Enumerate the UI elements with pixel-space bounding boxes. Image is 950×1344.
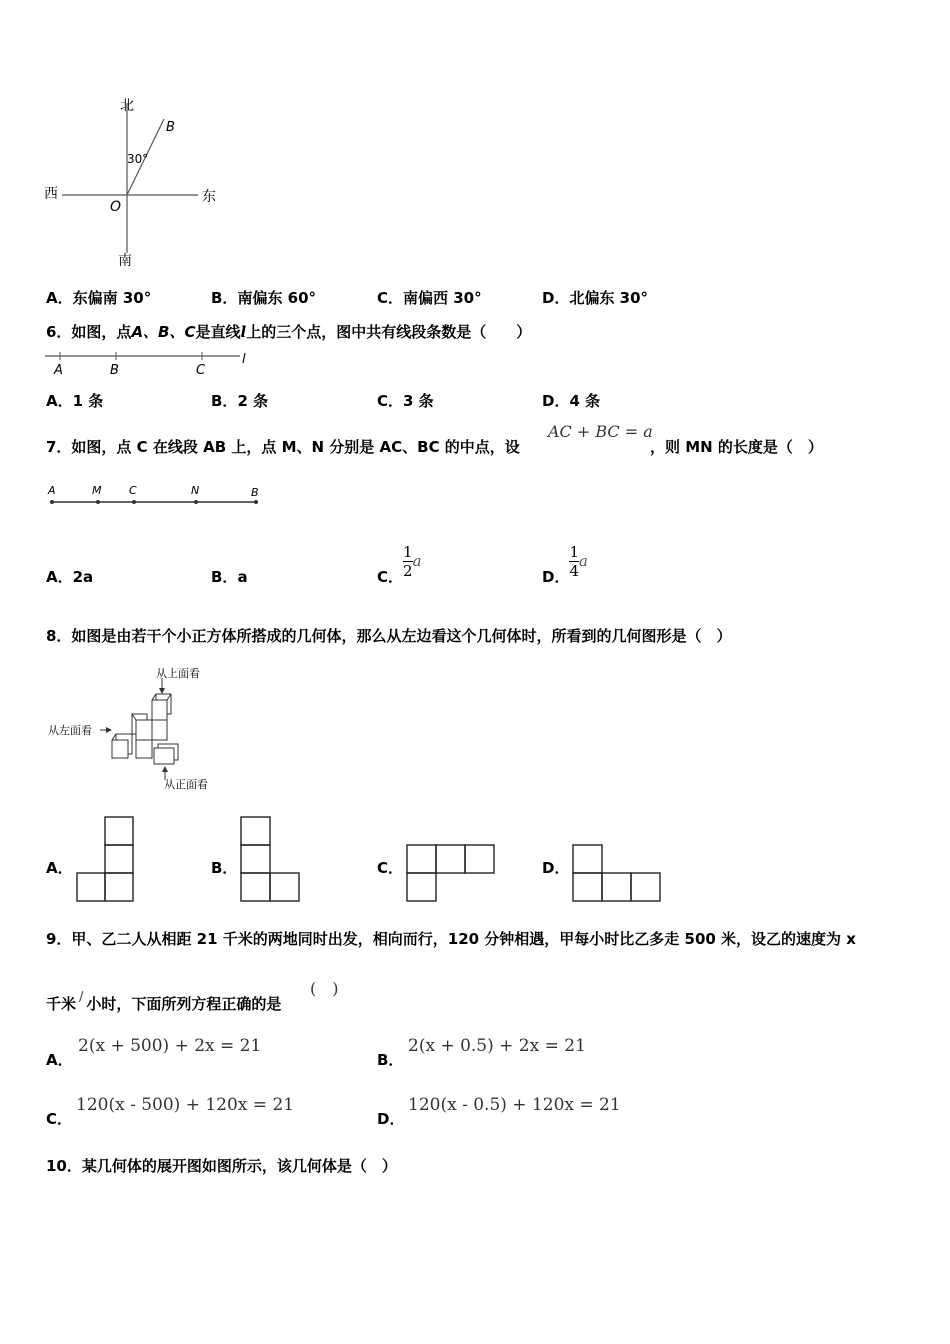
option-text: 东偏南 30° [72,289,152,307]
arrow-head [106,727,112,733]
north-label: 北 [120,98,134,114]
q7-option-a[interactable] [46,566,93,587]
option-letter: D． [542,568,570,586]
fraction-one-quarter [569,543,579,580]
cube-face [112,740,128,758]
q5-option-c[interactable] [377,287,482,308]
option-text: 1 条 [72,392,104,410]
point-c-label: C [196,363,206,376]
option-letter: B． [211,289,238,307]
q9-option-b-letter[interactable]: B． [377,1051,404,1069]
q6-option-d[interactable] [542,390,600,411]
q9-slash: / [79,990,84,1005]
q7-option-b[interactable] [211,566,248,587]
q9-option-b-equation[interactable]: 2(x + 0.5) + 2x = 21 [408,1036,586,1056]
q8-option-d-label[interactable]: D． [542,859,570,877]
option-text: 北偏东 30° [569,289,649,307]
numerator: 1 [569,543,579,561]
option-text: 3 条 [403,392,434,410]
option-letter: A． [46,568,73,586]
point-a [50,500,54,504]
west-label: 西 [44,186,58,202]
option-letter: C． [377,392,404,410]
q5-option-b[interactable] [211,287,316,308]
q8-option-b-figure[interactable] [240,816,302,904]
option-letter: A． [46,289,73,307]
fraction-one-half [403,543,413,580]
q9-option-c-letter[interactable]: C． [46,1110,73,1128]
option-letter: C． [377,568,404,586]
option-text: 2 条 [237,392,269,410]
q6-option-a[interactable] [46,390,103,411]
q9-option-d-letter[interactable]: D． [377,1110,405,1128]
point-c [132,500,136,504]
option-text: 南偏东 60° [237,289,317,307]
line-l-label: l [242,352,246,367]
cube-face [136,720,152,740]
origin-label: O [110,199,122,215]
q9-unit-km: 千米 [46,995,77,1013]
variable-a: a [579,552,588,570]
q7-option-c[interactable] [377,543,422,587]
cube-face [152,700,167,720]
q6-points: A、B、C [131,323,196,341]
q9-option-a-letter[interactable]: A． [46,1051,73,1069]
point-b-label: B [110,363,119,376]
compass-figure [40,95,230,275]
denominator: 4 [569,562,579,580]
option-text: 南偏西 30° [403,289,482,307]
top-view-label: 从上面看 [156,667,200,680]
q9-option-d-equation[interactable]: 120(x - 0.5) + 120x = 21 [408,1095,621,1115]
option-letter: B． [211,392,238,410]
option-text: a [237,568,248,586]
cube-edge [112,734,116,740]
q6-stem [46,321,531,342]
q8-stem: 8．如图是由若干个小正方体所搭成的几何体，那么从左边看这个几何体时，所看到的几何图形是（ ） [46,627,732,645]
q6-stem-mid: 是直线 [195,323,241,341]
q7-segment-figure [44,482,269,512]
option-letter: A． [46,392,73,410]
option-letter: C． [377,289,404,307]
numerator: 1 [403,543,413,561]
q5-option-a[interactable] [46,287,151,308]
point-a-label: A [54,363,63,376]
q8-option-c-label[interactable]: C． [377,859,404,877]
east-label: 东 [202,189,216,205]
option-letter: D． [542,392,570,410]
point-b-label: B [251,486,259,499]
q10-stem: 10．某几何体的展开图如图所示，该几何体是（ ） [46,1157,397,1175]
option-text: 4 条 [569,392,601,410]
q8-option-b-label[interactable]: B． [211,859,238,877]
q5-option-d[interactable] [542,287,648,308]
south-label: 南 [118,253,132,269]
arrow-head [159,688,165,694]
point-c-label: C [129,484,137,497]
arrow-head [162,766,168,772]
variable-a: a [412,552,422,570]
q9-option-a-equation[interactable]: 2(x + 500) + 2x = 21 [78,1036,262,1056]
q9-option-c-equation[interactable]: 120(x - 500) + 120x = 21 [76,1095,295,1115]
point-a-label: A [48,484,56,497]
q8-cube-stack-figure [44,664,224,794]
q9-stem-line1: 9．甲、乙二人从相距 21 千米的两地同时出发，相向而行，120 分钟相遇，甲每小时比乙多走 500 米，设乙的速度为 x [46,930,856,948]
point-m [96,500,100,504]
q7-stem: 7．如图，点 C 在线段 AB 上，点 M、N 分别是 AC、BC 的中点，设 [46,438,520,456]
left-view-label: 从左面看 [48,724,92,737]
q9-stem-line2 [46,990,281,1014]
point-n-label: N [191,484,200,497]
denominator: 2 [403,562,413,580]
q6-stem-prefix: 6．如图，点 [46,323,132,341]
option-letter: D． [542,289,570,307]
q6-stem-suffix: 上的三个点，图中共有线段条数是（ ） [246,323,532,341]
q9-answer-paren: ( ) [310,979,339,998]
q7-equation: AC + BC = a [548,422,653,441]
q6-line-name: l [240,323,247,341]
q8-option-c-figure[interactable] [406,844,498,904]
q8-option-a-label[interactable]: A． [46,859,73,877]
option-text: 2a [72,568,94,586]
q8-option-a-figure[interactable] [76,816,136,904]
point-b [254,500,258,504]
option-letter: B． [211,568,238,586]
front-view-label: 从正面看 [164,778,208,791]
cube-edge [152,694,156,700]
cube-face [152,720,167,740]
q7-option-d[interactable] [542,543,588,587]
q6-option-b[interactable] [211,390,268,411]
cube-face [136,740,152,758]
point-n [194,500,198,504]
angle-label: 30° [127,152,149,166]
q9-stem-line2-text: 小时，下面所列方程正确的是 [86,995,282,1013]
point-m-label: M [92,484,102,497]
q7-stem-suffix: ，则 MN 的长度是（ ） [650,438,823,456]
q8-option-d-figure[interactable] [572,844,664,904]
q6-line-figure [40,346,260,376]
cube-face [154,748,174,764]
point-b-label: B [166,120,175,135]
q6-option-c[interactable] [377,390,434,411]
